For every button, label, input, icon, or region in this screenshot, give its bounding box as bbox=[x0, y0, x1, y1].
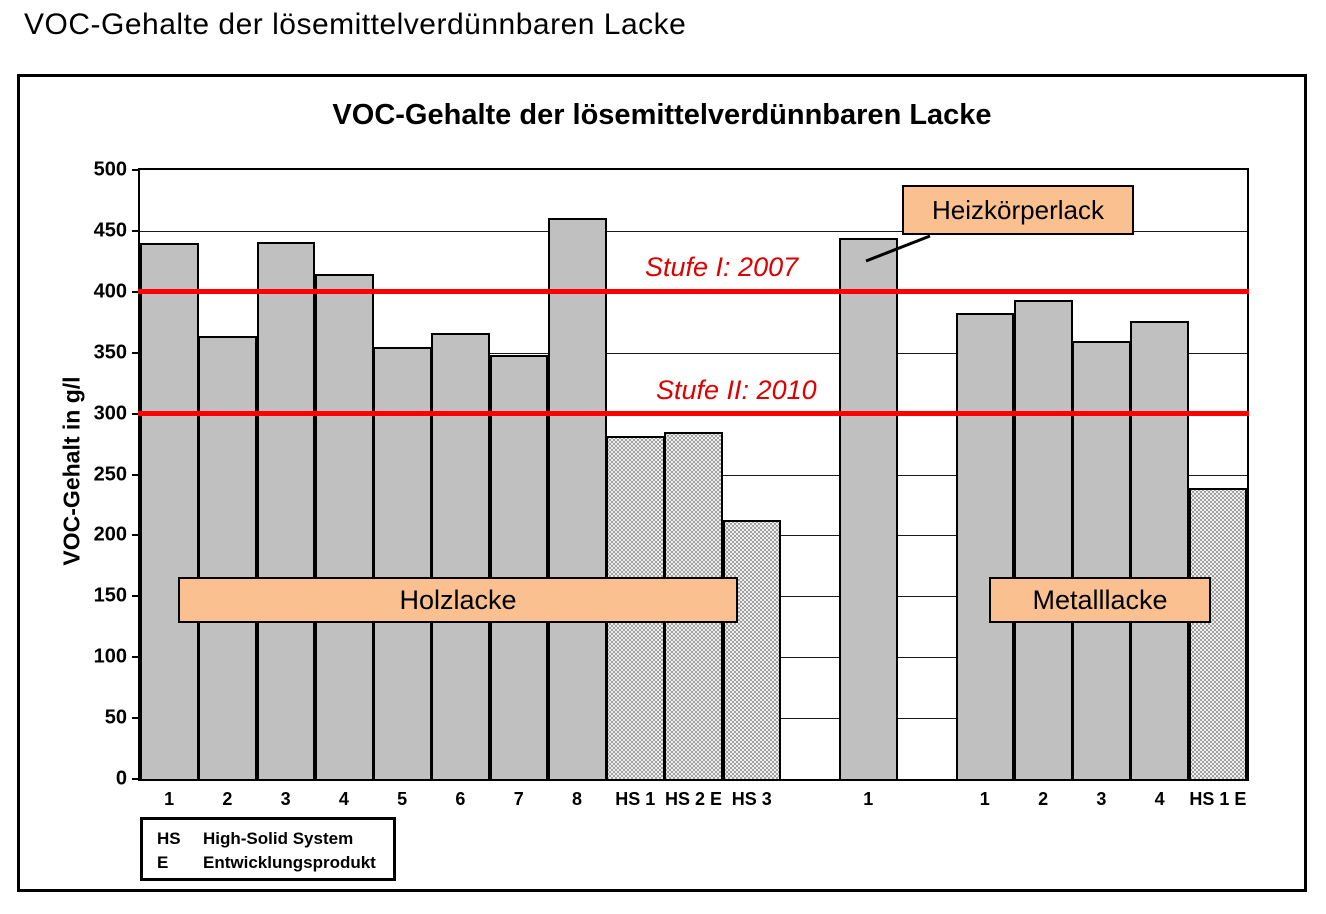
legend-abbr-hs: HS bbox=[157, 829, 181, 848]
group-label-holzlacke-text: Holzlacke bbox=[399, 584, 517, 615]
y-tick-label-300: 300 bbox=[93, 402, 127, 425]
x-tick-label-metalllacke-4: 4 bbox=[1154, 789, 1165, 809]
y-tick-label-500: 500 bbox=[93, 158, 127, 181]
legend-row-e bbox=[157, 851, 393, 875]
x-tick-label-holzlacke-3: 3 bbox=[280, 789, 291, 809]
bar-holzlacke-6 bbox=[431, 333, 490, 779]
y-tick-label-150: 150 bbox=[93, 584, 127, 607]
x-tick-label-heizkörperlack-1: 1 bbox=[863, 789, 874, 809]
legend-abbr-e: E bbox=[157, 853, 169, 872]
group-label-metalllacke-text: Metalllacke bbox=[1032, 584, 1168, 615]
x-tick-label-holzlacke-6: 6 bbox=[455, 789, 466, 809]
x-tick-label-metalllacke-2: 2 bbox=[1038, 789, 1049, 809]
y-tick-label-100: 100 bbox=[93, 645, 127, 668]
x-tick-label-holzlacke-2: 2 bbox=[222, 789, 233, 809]
bar-metalllacke-3 bbox=[1072, 341, 1131, 779]
y-tick-150 bbox=[132, 595, 140, 597]
bar-metalllacke-1 bbox=[956, 313, 1015, 779]
bar-metalllacke-2 bbox=[1014, 300, 1073, 779]
reference-line-400 bbox=[138, 289, 1249, 294]
x-tick-label-holzlacke-hs1: HS 1 bbox=[615, 789, 656, 809]
x-tick-label-metalllacke-hs1e: HS 1 E bbox=[1189, 789, 1247, 809]
x-tick-label-holzlacke-7: 7 bbox=[513, 789, 524, 809]
y-tick-50 bbox=[132, 717, 140, 719]
bar-holzlacke-3 bbox=[257, 242, 316, 779]
page-title: VOC-Gehalte der lösemittelverdünnbaren Lacke bbox=[24, 8, 687, 41]
bar-holzlacke-1 bbox=[140, 243, 199, 779]
y-axis-title: VOC-Gehalt in g/l bbox=[58, 376, 85, 566]
bar-metalllacke-4 bbox=[1130, 321, 1189, 779]
chart-frame bbox=[17, 74, 1307, 892]
chart-title: VOC-Gehalte der lösemittelverdünnbaren Lacke bbox=[332, 99, 992, 131]
y-tick-0 bbox=[132, 778, 140, 780]
x-tick-label-holzlacke-hs3: HS 3 bbox=[731, 789, 772, 809]
x-tick-label-metalllacke-1: 1 bbox=[979, 789, 990, 809]
bar-metalllacke-hs1e bbox=[1189, 488, 1248, 779]
callout-heizkoerperlack-text: Heizkörperlack bbox=[932, 194, 1104, 225]
y-tick-label-250: 250 bbox=[93, 463, 127, 486]
group-label-holzlacke bbox=[178, 577, 738, 623]
y-tick-450 bbox=[132, 230, 140, 232]
x-tick-label-holzlacke-1: 1 bbox=[164, 789, 175, 809]
x-tick-label-holzlacke-hs2e: HS 2 E bbox=[664, 789, 723, 809]
y-tick-label-350: 350 bbox=[93, 341, 127, 364]
y-tick-label-50: 50 bbox=[104, 706, 127, 729]
legend-label-e: Entwicklungsprodukt bbox=[203, 853, 376, 872]
bar-holzlacke-2 bbox=[198, 336, 257, 779]
legend-label-hs: High-Solid System bbox=[203, 829, 354, 848]
legend-row-hs bbox=[157, 827, 393, 851]
x-tick-label-holzlacke-8: 8 bbox=[571, 789, 582, 809]
y-tick-100 bbox=[132, 656, 140, 658]
reference-line-300 bbox=[138, 411, 1249, 416]
x-tick-label-holzlacke-5: 5 bbox=[397, 789, 408, 809]
y-tick-label-200: 200 bbox=[93, 523, 127, 546]
y-tick-200 bbox=[132, 534, 140, 536]
bar-holzlacke-8 bbox=[548, 218, 607, 779]
legend-box bbox=[140, 817, 396, 881]
bar-holzlacke-hs3 bbox=[723, 520, 782, 779]
bar-holzlacke-7 bbox=[490, 355, 549, 779]
y-tick-label-450: 450 bbox=[93, 219, 127, 242]
y-tick-500 bbox=[132, 169, 140, 171]
bar-holzlacke-4 bbox=[315, 274, 374, 779]
plot-area bbox=[93, 158, 1249, 809]
group-label-metalllacke bbox=[989, 577, 1211, 623]
callout-heizkoerperlack bbox=[902, 185, 1134, 235]
reference-line-label-stufe2: Stufe II: 2010 bbox=[656, 375, 817, 405]
y-tick-350 bbox=[132, 352, 140, 354]
y-tick-label-400: 400 bbox=[93, 280, 127, 303]
x-tick-label-holzlacke-4: 4 bbox=[338, 789, 349, 809]
y-tick-label-0: 0 bbox=[115, 767, 127, 790]
bar-heizkörperlack-1 bbox=[839, 238, 898, 779]
reference-line-label-stufe1: Stufe I: 2007 bbox=[645, 252, 799, 282]
y-tick-250 bbox=[132, 474, 140, 476]
x-tick-label-metalllacke-3: 3 bbox=[1096, 789, 1107, 809]
